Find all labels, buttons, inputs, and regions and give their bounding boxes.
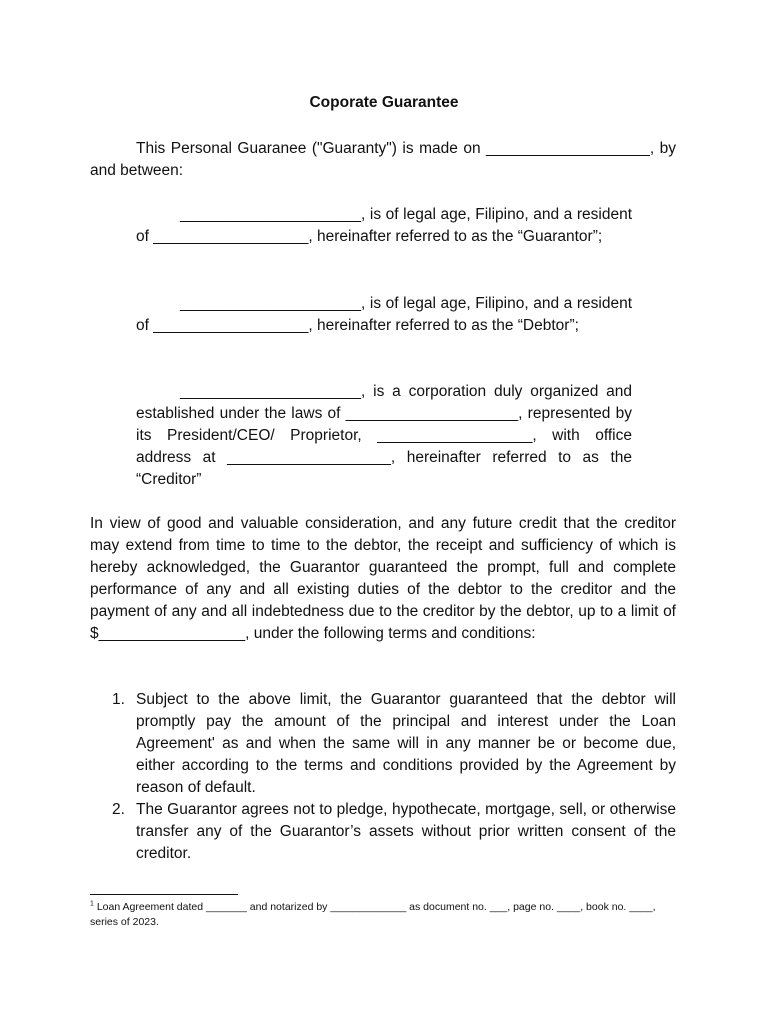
party-creditor-paragraph: _____________________, is a corporation duly organized and established under the laws of ____________________, represented by its President/CEO/ Proprietor, __________________, with office address at ___________________, hereinafter referred to as the “Creditor” [136,383,632,488]
consideration-paragraph: In view of good and valuable consideration, and any future credit that the creditor may extend from time to time to the debtor, the receipt and sufficiency of which is hereby acknowledged, the Guarantor guaranteed the prompt, full and complete performance of any and all existing duties of the debtor to the creditor and the payment of any and all indebtedness due to the creditor by the debtor, up to a limit of $_________________, under the following terms and conditions: [90,515,676,642]
list-item [90,689,676,799]
party-debtor-paragraph: _____________________, is of legal age, Filipino, and a resident of __________________, hereinafter referred to as the “Debtor”; [136,295,632,334]
list-item-text: The Guarantor agrees not to pledge, hypothecate, mortgage, sell, or otherwise transfer any of the Guarantor’s assets without prior written consent of the creditor. [136,801,676,862]
terms-list [90,689,676,865]
footnote [90,900,676,930]
list-item-number: 1. [112,691,125,708]
list-item [90,799,676,865]
intro-paragraph: This Personal Guaranee ("Guaranty") is made on ___________________, by and between: [90,140,676,179]
footnote-marker: 1 [90,900,94,908]
list-item-text: Subject to the above limit, the Guarantor guaranteed that the debtor will promptly pay the amount of the principal and interest under the Loan Agreement' as and when the same will in any manner be or become due, either according to the terms and conditions provided by the Agreement by reason of default. [136,691,676,796]
party-guarantor-paragraph: _____________________, is of legal age, Filipino, and a resident of __________________, hereinafter referred to as the “Guarantor”; [136,206,632,245]
list-item-number: 2. [112,801,125,818]
footnote-divider [90,894,238,895]
document-title: Coporate Guarantee [309,94,459,111]
footnote-text: Loan Agreement dated _______ and notarized by _____________ as document no. ___, page no. ____, book no. ____, series of 2023. [90,901,656,928]
